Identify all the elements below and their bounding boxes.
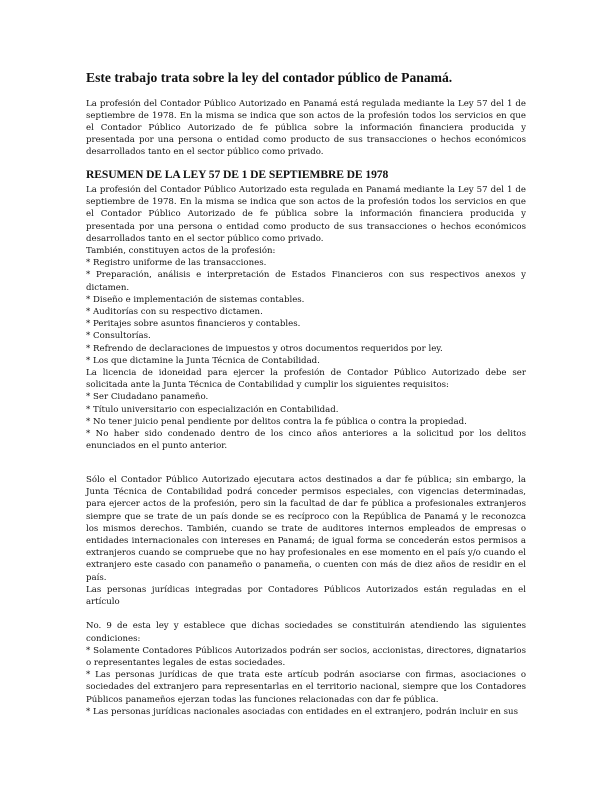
list-item: * No tener juicio penal pendiente por delitos contra la fe pública o contra la propiedad. <box>86 416 467 427</box>
paragraph: No. 9 de esta ley y establece que dichas sociedades se constituirán atendiendo las siguientes condiciones: <box>86 621 526 644</box>
regulation-section <box>86 474 526 718</box>
paragraph: Las personas jurídicas integradas por Contadores Públicos Autorizados están reguladas en el artículo <box>86 584 526 608</box>
summary-section <box>86 184 526 452</box>
list-item: * Registro uniforme de las transacciones. <box>86 258 267 269</box>
list-item: * Las personas jurídicas de que trata este artícub podrán asociarse con firmas, asociaciones o sociedades del extranjero para representarlas en el territorio nacional, siempre que los Contadores Públicos panameños ejerzan todas las funciones relacionadas con dar fe pública. <box>86 670 526 705</box>
intro-paragraph <box>86 98 526 158</box>
list-item: * Título universitario con especialización en Contabilidad. <box>86 404 339 415</box>
list-item: * Ser Ciudadano panameño. <box>86 392 209 403</box>
list-item: * Refrendo de declaraciones de impuestos y otros documentos requeridos por ley. <box>86 343 443 354</box>
document-title: Este trabajo trata sobre la ley del contador público de Panamá. <box>86 70 453 85</box>
spacer <box>86 608 526 620</box>
list-item: * Auditorías con su respectivo dictamen. <box>86 307 263 318</box>
list-item: * No haber sido condenado dentro de los cinco años anteriores a la solicitud por los delitos enunciados en el punto anterior. <box>86 429 526 452</box>
paragraph: Sólo el Contador Público Autorizado ejecutara actos destinados a dar fe pública; sin embargo, la Junta Técnica de Contabilidad podrá conceder permisos especiales, con vigencias determinadas, para ejercer actos de la profesión, pero sin la facultad de dar fe pública a profesionales extranjeros siempre que se trate de un país donde se es recíproco con la República de Panamá y le reconozca los mismos derechos. También, cuando se trate de auditores internos empleados de empresas o entidades internacionales con intereses en Panamá; de igual forma se concederán estos permisos a extranjeros cuando se compruebe que no hay profesionales en ese momento en el país y/o cuando el extranjero este casado con panameño o panameña, o cuenten con más de diez años de residir en el país. <box>86 475 526 583</box>
paragraph: La licencia de idoneidad para ejercer la profesión de Contador Público Autorizado debe ser solicitada ante la Junta Técnica de Contabilidad y cumplir los siguientes requisitos: <box>86 368 526 391</box>
list-item: * Consultorías. <box>86 331 151 342</box>
list-item: * Diseño e implementación de sistemas contables. <box>86 294 305 305</box>
list-item: * Los que dictamine la Junta Técnica de Contabilidad. <box>86 355 320 366</box>
list-item: * Preparación, análisis e interpretación de Estados Financieros con sus respectivos anexos y dictamen. <box>86 270 526 293</box>
list-item: * Solamente Contadores Públicos Autorizados podrán ser socios, accionistas, directores, dignatarios o representantes legales de estas sociedades. <box>86 645 526 669</box>
section-heading: RESUMEN DE LA LEY 57 DE 1 DE SEPTIEMBRE DE 1978 <box>86 168 389 181</box>
paragraph: La profesión del Contador Público Autorizado esta regulada en Panamá mediante la Ley 57 del 1 de septiembre de 1978. En la misma se indica que son actos de la profesión todos los servicios en que el Contador Público Autorizado de fe pública sobre la información financiera producida y presentada por una persona o entidad como producto de sus transacciones o hechos económicos desarrollados tanto en el sector público como privado. <box>86 185 526 244</box>
list-item: * Las personas jurídicas nacionales asociadas con entidades en el extranjero, podrán incluir en sus <box>86 706 518 717</box>
list-item: * Peritajes sobre asuntos financieros y contables. <box>86 319 301 330</box>
paragraph: También, constituyen actos de la profesión: <box>86 246 276 257</box>
intro-text: La profesión del Contador Público Autorizado en Panamá está regulada mediante la Ley 57 del 1 de septiembre de 1978. En la misma se indica que son actos de la profesión todos los servicios en que el Contador Público Autorizado de fe pública sobre la información financiera producida y presentada por una persona o entidad como producto de sus transacciones o hechos económicos desarrollados tanto en el sector público como privado. <box>86 99 526 157</box>
